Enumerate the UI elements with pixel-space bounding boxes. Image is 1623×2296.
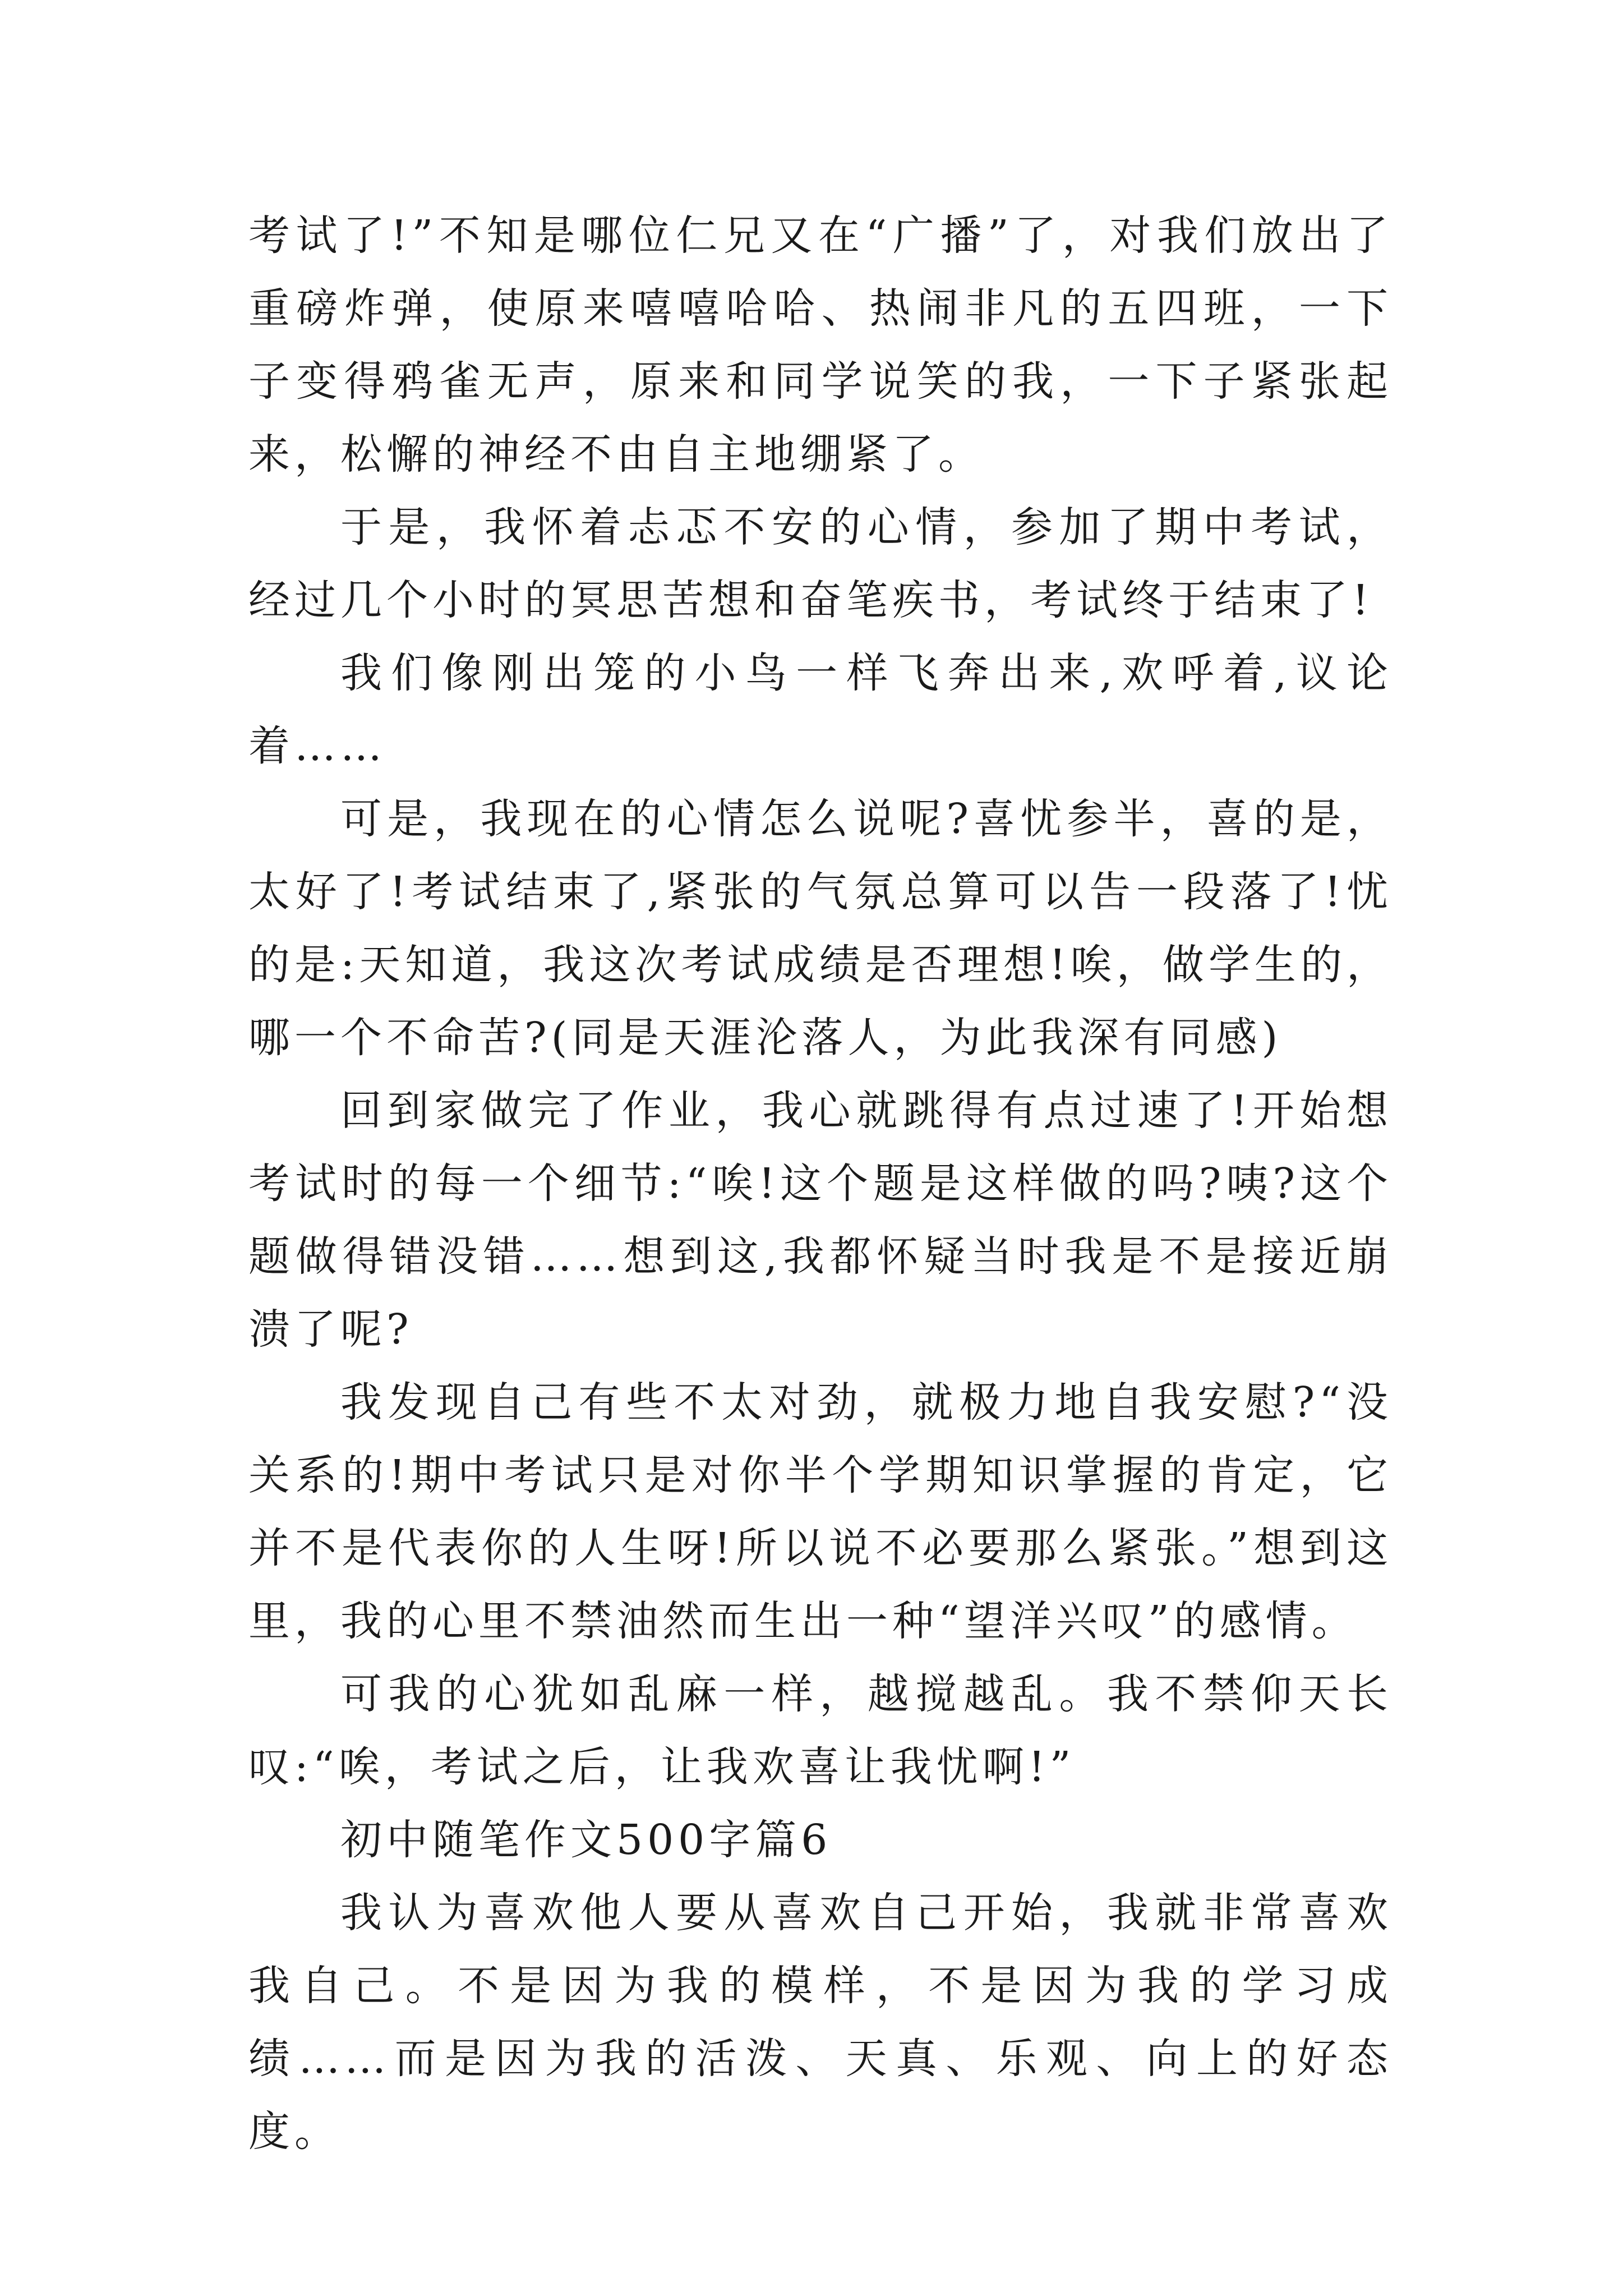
paragraph-6: 我发现自己有些不太对劲，就极力地自我安慰?“没关系的!期中考试只是对你半个学期知识掌握的肯定，它并不是代表你的人生呀!所以说不必要那么紧张。”想到这里，我的心里不禁油然而生出一种“望洋兴叹”的感情。 [248,1378,1393,1645]
document-body [248,199,1393,2168]
paragraph-3: 我们像刚出笼的小鸟一样飞奔出来,欢呼着,议论着…… [248,649,1393,770]
paragraph-1: 考试了!”不知是哪位仁兄又在“广播”了，对我们放出了重磅炸弹，使原来嘻嘻哈哈、热闹非凡的五四班，一下子变得鸦雀无声，原来和同学说笑的我，一下子紧张起来，松懈的神经不由自主地绷紧了。 [248,211,1393,478]
paragraph-2: 于是，我怀着忐忑不安的心情，参加了期中考试，经过几个小时的冥思苦想和奋笔疾书，考试终于结束了! [248,503,1393,624]
paragraph-7: 可我的心犹如乱麻一样，越搅越乱。我不禁仰天长叹:“唉，考试之后，让我欢喜让我忧啊!” [248,1670,1393,1791]
section-heading: 初中随笔作文500字篇6 [340,1816,832,1864]
paragraph-8: 我认为喜欢他人要从喜欢自己开始，我就非常喜欢我自己。不是因为我的模样，不是因为我的学习成绩……而是因为我的活泼、天真、乐观、向上的好态度。 [248,1889,1393,2156]
paragraph-5: 回到家做完了作业，我心就跳得有点过速了!开始想考试时的每一个细节:“唉!这个题是这样做的吗?咦?这个题做得错没错……想到这,我都怀疑当时我是不是接近崩溃了呢? [248,1087,1393,1354]
paragraph-4: 可是，我现在的心情怎么说呢?喜忧参半，喜的是，太好了!考试结束了,紧张的气氛总算可以告一段落了!忧的是:天知道，我这次考试成绩是否理想!唉，做学生的，哪一个不命苦?(同是天涯沦落人，为此我深有同感) [248,795,1393,1062]
